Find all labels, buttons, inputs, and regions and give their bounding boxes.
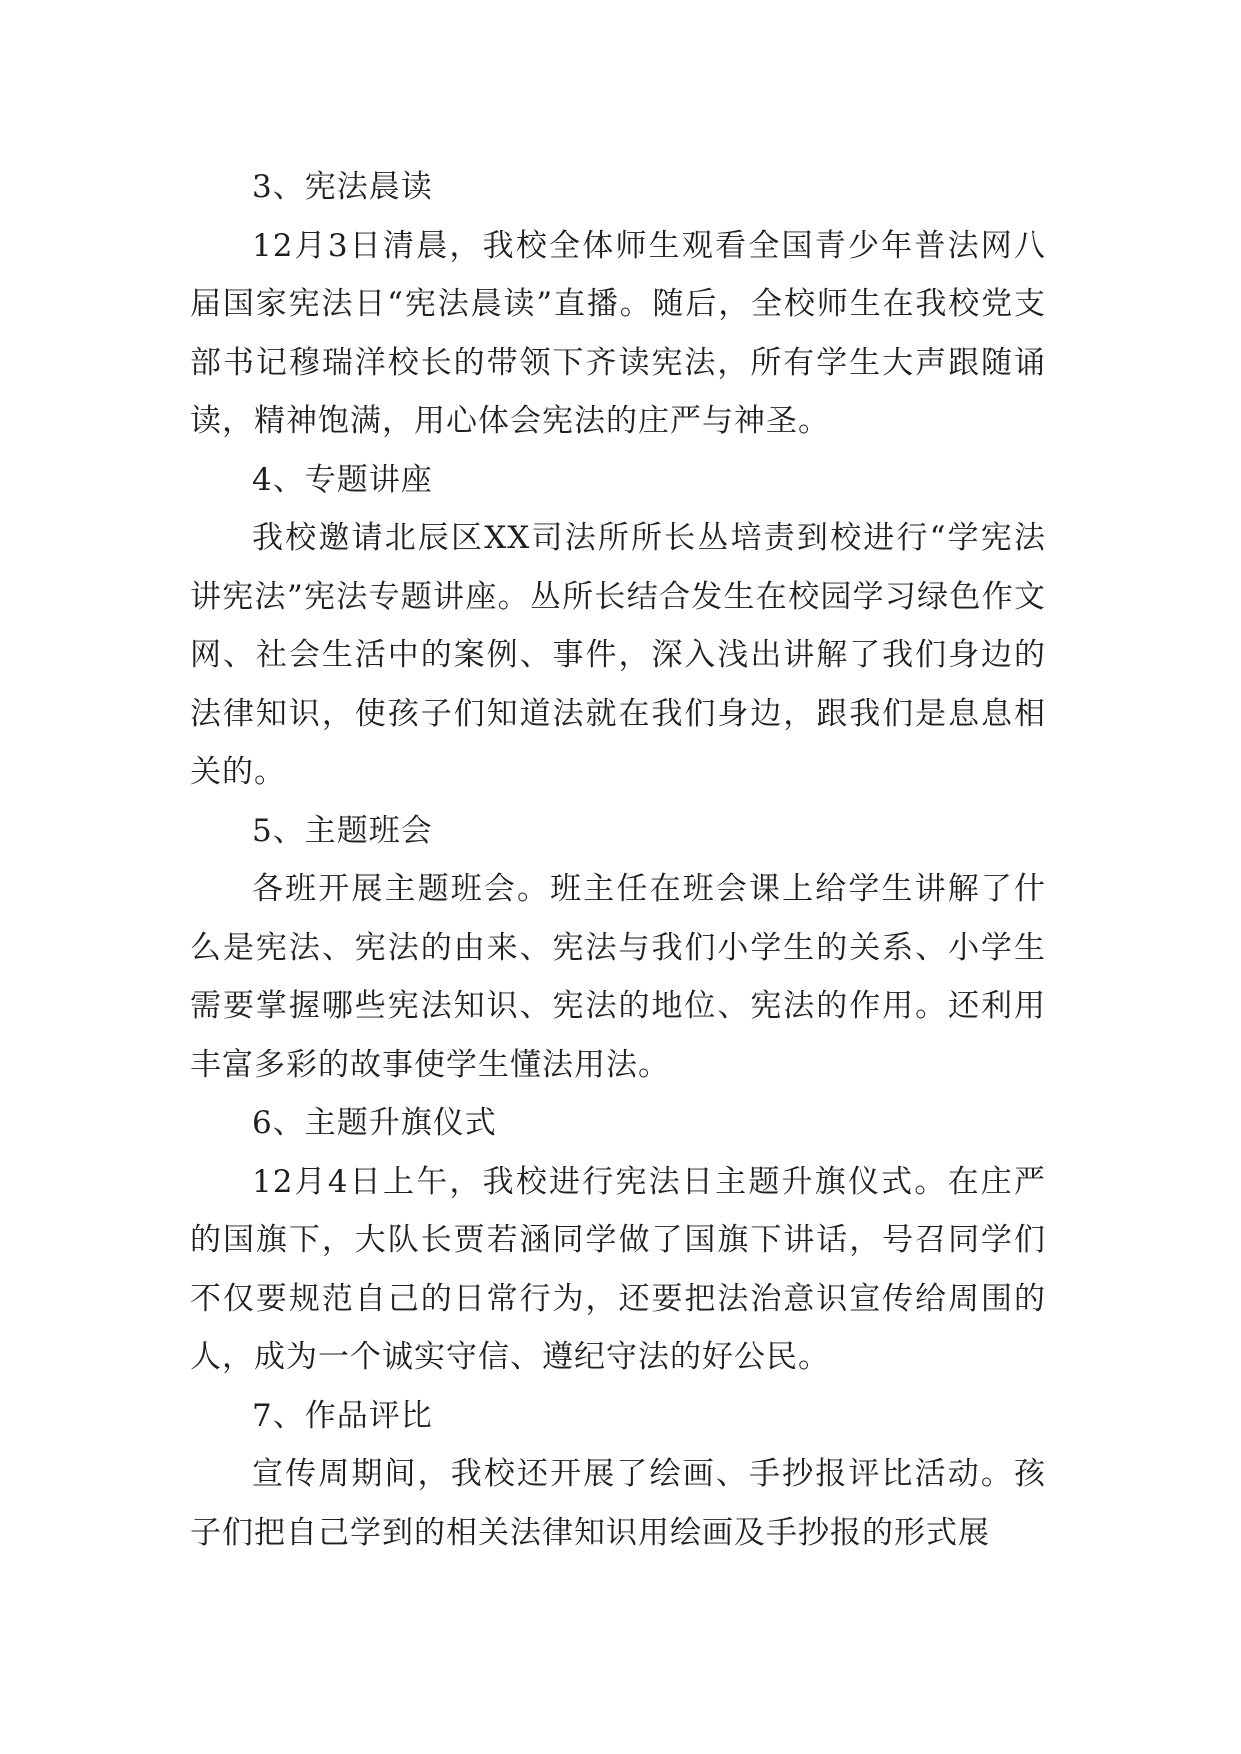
paragraph-morning-reading: 12月3日清晨，我校全体师生观看全国青少年普法网八届国家宪法日“宪法晨读”直播。随后，全校师生在我校党支部书记穆瑞洋校长的带领下齐读宪法，所有学生大声跟随诵读，精神饱满，用心体会宪法的庄严与神圣。 [190, 227, 1046, 439]
section-heading-flag-ceremony: 6、主题升旗仪式 [252, 1105, 497, 1141]
section-heading-work-evaluation: 7、作品评比 [252, 1397, 433, 1434]
document-body [190, 158, 1046, 1562]
paragraph-lecture: 我校邀请北辰区XX司法所所长丛培责到校进行“学宪法讲宪法”宪法专题讲座。丛所长结合发生在校园学习绿色作文网、社会生活中的案例、事件，深入浅出讲解了我们身边的法律知识，使孩子们知道法就在我们身边，跟我们是息息相关的。 [190, 520, 1046, 790]
section-heading-morning-reading: 3、宪法晨读 [252, 169, 433, 205]
section-heading-lecture: 4、专题讲座 [252, 461, 433, 498]
paragraph-flag-ceremony: 12月4日上午，我校进行宪法日主题升旗仪式。在庄严的国旗下，大队长贾若涵同学做了国旗下讲话，号召同学们不仅要规范自己的日常行为，还要把法治意识宣传给周围的人，成为一个诚实守信、遵纪守法的好公民。 [190, 1163, 1046, 1375]
paragraph-work-evaluation: 宣传周期间，我校还开展了绘画、手抄报评比活动。孩子们把自己学到的相关法律知识用绘画及手抄报的形式展 [190, 1456, 1046, 1551]
section-heading-class-meeting: 5、主题班会 [252, 812, 433, 849]
paragraph-class-meeting: 各班开展主题班会。班主任在班会课上给学生讲解了什么是宪法、宪法的由来、宪法与我们小学生的关系、小学生需要掌握哪些宪法知识、宪法的地位、宪法的作用。还利用丰富多彩的故事使学生懂法用法。 [190, 871, 1046, 1083]
